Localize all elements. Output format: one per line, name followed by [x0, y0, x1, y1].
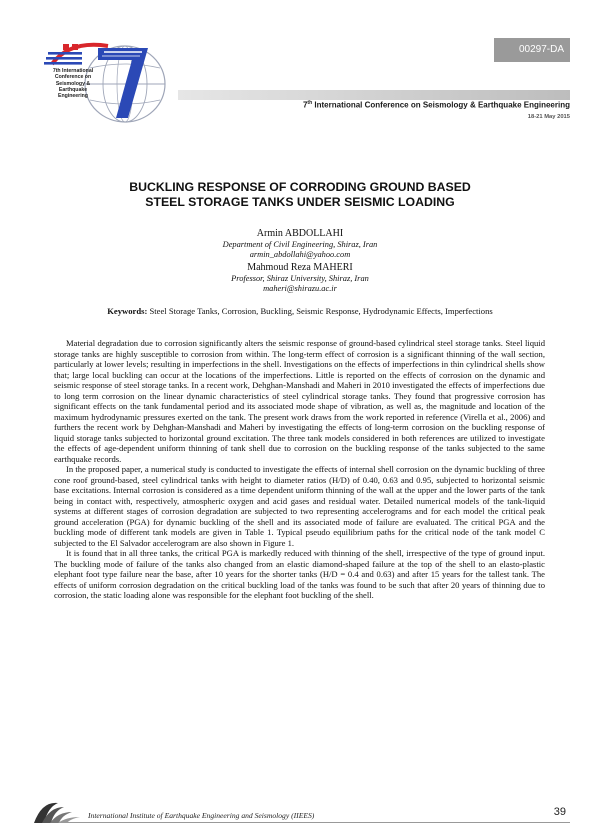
author-email[interactable]: maheri@shirazu.ac.ir — [263, 284, 337, 293]
paper-code-badge — [494, 38, 570, 62]
author-block-2 — [100, 262, 500, 295]
title-line-2: STEEL STORAGE TANKS UNDER SEISMIC LOADING — [145, 195, 455, 209]
author-name: Armin ABDOLLAHI — [256, 228, 344, 239]
author-affiliation: Professor, Shiraz University, Shiraz, Iran — [231, 273, 369, 283]
keywords-label: Keywords: — [107, 306, 148, 316]
header-bar — [178, 90, 570, 100]
abstract-body — [54, 338, 545, 601]
author-email[interactable]: armin_abdollahi@yahoo.com — [249, 250, 351, 259]
page-number: 39 — [553, 806, 566, 818]
conference-logo — [30, 38, 170, 128]
paper-title — [60, 180, 540, 210]
keywords — [62, 306, 538, 316]
conference-dates: 18-21 May 2015 — [527, 114, 570, 120]
paper-code: 00297-DA — [518, 44, 564, 55]
author-affiliation: Department of Civil Engineering, Shiraz, Iran — [222, 239, 378, 249]
title-line-1: BUCKLING RESPONSE OF CORRODING GROUND BASED — [129, 180, 471, 194]
paragraph-2: In the proposed paper, a numerical study is conducted to investigate the effects of internal shell corrosion on the dynamic buckling of three cone roof ground-based, steel cylindrical tanks with height to diameter ratios (H/D) of 0.40, 0.63 and 0.95, subjected to horizontal seismic base excitations. Internal corrosion is considered as a time dependent uniform thinning of the wall at the upper and the lower parts of the tank being in contact with, respectively, atmospheric oxygen and acid gases and residual water. Detailed numerical models of the tank-liquid systems at different stages of corrosion degradation are subjected to two representing accelerograms and for each model the critical peak ground acceleration (PGA) for dynamic buckling of the shell and its associated mode of failure are evaluated. The critical PGA and the buckling mode of different tank models are given in Table 1. Typical pseudo equilibrium paths for the critical node of the tank model C subjected to the El Salvador accelerogram are also shown in Figure 1. — [54, 464, 545, 548]
author-name: Mahmoud Reza MAHERI — [247, 262, 353, 273]
author-block-1 — [100, 228, 500, 261]
footer-institute: International Institute of Earthquake Engineering and Seismology (IIEES) — [88, 811, 315, 820]
paragraph-1: Material degradation due to corrosion significantly alters the seismic response of ground-based cylindrical steel storage tanks. Steel liquid storage tanks are highly susceptible to corrosion from within. The long-term effect of corrosion is a significant thinning of the wall section, particularly at lower levels; resulting in imperfections in the shell. Investigations on the effects of imperfections in thin cylindrical shells show that; large local buckling can occur at the locations of the imperfections. Little is reported on the effects of corrosion on the dynamic and seismic response of steel storage tanks. In a recent work, Dehghan-Manshadi and Maheri in 2010 investigated the effects of imperfections due to long term corrosion on the linear dynamic characteristics of steel cylindrical storage tanks. They found that progressive corrosion has significant effects on the tank fundamental period and its associated mode shape of vibration, as well as, the magnitude and location of the maximum hydrodynamic pressures exerted on the tank. The present work draws from the work reported in reference (Virella et al., 2006) and furthers the recent work by Dehghan-Manshadi and Maheri by investigating the effects of long-term corrosion on the buckling response of liquid storage tanks subjected to horizontal ground excitation. The three tank models considered in both references are utilized to investigate the effects of age-dependent uniform thinning of tank shell due to corrosion on the buckling response of the tanks subjected to the same earthquake records. — [54, 338, 545, 464]
paragraph-3: It is found that in all three tanks, the critical PGA is markedly reduced with thinning of the shell, irrespective of the type of ground input. The buckling mode of failure of the tanks also changed from an elastic diamond-shaped failure at the top of the shell to an elasto-plastic elephant foot type failure near the base, after 10 years for the shorter tanks (H/D = 0.4 and 0.63) and after 15 years for the tallest tank. The effects of uniform corrosion degradation on the critical buckling load of the tanks was found to be such that after 20 years of thinning due to corrosion, the static loading alone was responsible for the elephant foot buckling of the shell. — [54, 548, 545, 600]
footer-divider — [62, 822, 570, 823]
keywords-text: Steel Storage Tanks, Corrosion, Buckling, Seismic Response, Hydrodynamic Effects, Imperfections — [149, 306, 493, 316]
logo-caption: 7th International Conference on Seismology & Earthquake Engineering — [52, 68, 94, 100]
conference-title: 7th International Conference on Seismology & Earthquake Engineering — [302, 100, 570, 110]
